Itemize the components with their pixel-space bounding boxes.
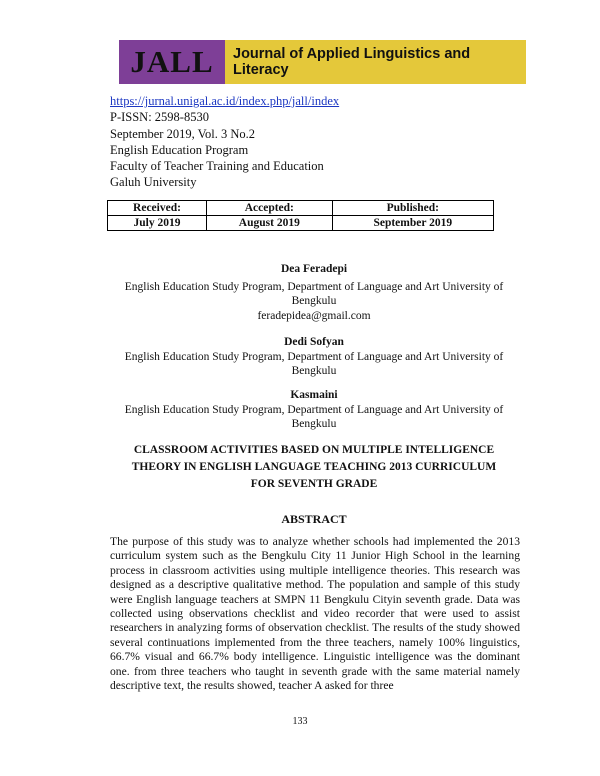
published-header: Published: [332,201,493,216]
journal-title: Journal of Applied Linguistics and Literacy [225,40,526,84]
accepted-value: August 2019 [207,216,333,231]
issn: P-ISSN: 2598-8530 [110,110,209,125]
author-affiliation: English Education Study Program, Department of Language and Art University of Bengkulu [124,280,504,307]
journal-banner [119,40,526,84]
paper-title: CLASSROOM ACTIVITIES BASED ON MULTIPLE INTELLIGENCE THEORY IN ENGLISH LANGUAGE TEACHING 2013 CURRICULUM FOR SEVENTH GRADE [131,444,497,490]
author-name: Dea Feradepi [280,263,348,275]
page-number: 133 [292,716,308,727]
journal-url-link[interactable]: https://jurnal.unigal.ac.id/index.php/jall/index [110,94,340,108]
author-block-3 [122,388,506,432]
dates-table [107,200,494,231]
abstract-heading: ABSTRACT [281,512,347,526]
issue: September 2019, Vol. 3 No.2 [110,126,256,141]
journal-logo: JALL [119,40,225,84]
abstract-text: The purpose of this study was to analyze whether schools had implemented the 2013 curriculum system such as the Bengkulu City 11 Junior High School in the learning process in classroom activities using multiple intelligence theories. This research was designed as a descriptive qualitative method. The population and sample of this study were English language teachers at SMPN 11 Bengkulu Cityin seventh grade. Data was collected using observations checklist and video recorder that were used to assist researchers in analyzing forms of observation checklist. The results of the study showed several continuations implemented from the three teachers, namely 100% linguistics, 66.7% visual and 66.7% body intelligence. Linguistic intelligence was the dominant one. from three teachers who taught in seventh grade with the same material namely descriptive text, the results showed, teacher A asked for three [110,535,520,693]
university: Galuh University [110,175,197,190]
author-affiliation: English Education Study Program, Department of Language and Art University of Bengkulu [124,350,504,377]
received-header: Received: [108,201,207,216]
received-value: July 2019 [108,216,207,231]
journal-meta [110,93,339,191]
author-affiliation: English Education Study Program, Department of Language and Art University of Bengkulu [124,403,504,430]
published-value: September 2019 [332,216,493,231]
author-block-2 [110,335,518,379]
faculty: Faculty of Teacher Training and Education [110,159,324,174]
program: English Education Program [110,142,249,157]
accepted-header: Accepted: [207,201,333,216]
author-email: feradepidea@gmail.com [257,309,371,322]
author-name: Dedi Sofyan [284,336,344,348]
author-name: Kasmaini [290,389,338,401]
author-block-1 [110,262,518,323]
